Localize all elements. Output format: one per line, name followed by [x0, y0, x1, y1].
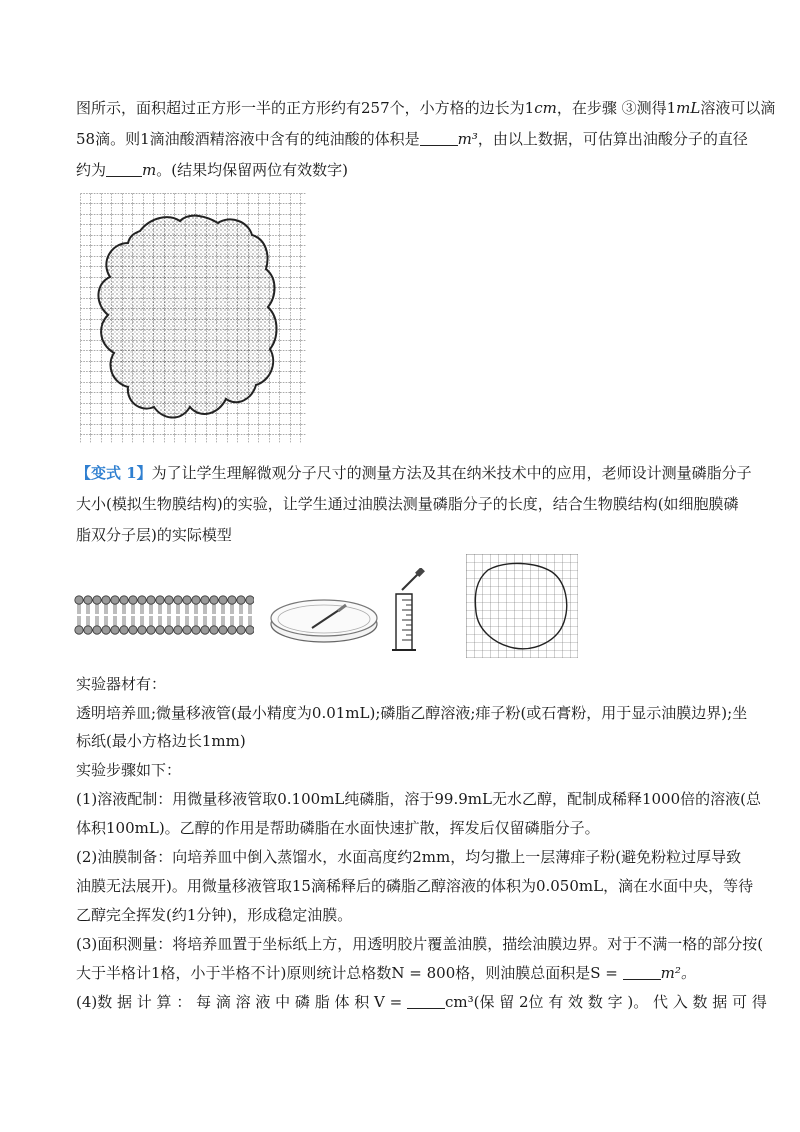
- step2-line2: [76, 876, 753, 896]
- petri-dish-figure: [268, 588, 380, 646]
- paragraph1-line1: [76, 98, 775, 118]
- unit-m: m: [142, 161, 157, 179]
- answer-blank-area[interactable]: [623, 965, 661, 980]
- text: ，在步骤 ③测得1: [556, 99, 677, 117]
- text: cm³(保 留 2位 有 效 数 字 )。 代 入 数 据 可 得: [444, 993, 767, 1011]
- step2-line1: [76, 847, 741, 867]
- text: (1)溶液配制：用微量移液管取0.100mL纯磷脂，溶于99.9mL无水乙醇，配制成稀释1000倍的溶液(总: [76, 790, 761, 808]
- text: 乙醇完全挥发(约1分钟)，形成稳定油膜。: [76, 906, 353, 924]
- text: 。(结果均保留两位有效数字): [156, 161, 348, 179]
- text: 图所示，面积超过正方形一半的正方形约有257个，小方格的边长为1: [76, 99, 535, 117]
- pipette-cylinder-figure: [388, 568, 434, 658]
- step2-line3: [76, 905, 352, 925]
- materials-line1: [76, 703, 747, 723]
- paragraph1-line3: [76, 160, 348, 180]
- text: 约为: [76, 161, 107, 179]
- text: 58滴。则1滴油酸酒精溶液中含有的纯油酸的体积是: [76, 130, 420, 148]
- materials-line2: [76, 731, 246, 751]
- film-outline-grid-figure: [466, 554, 578, 658]
- step3-line1: [76, 934, 763, 954]
- unit-m2: m²。: [660, 964, 696, 982]
- unit-cm: cm: [534, 99, 557, 117]
- text: 大小(模拟生物膜结构)的实验，让学生通过油膜法测量磷脂分子的长度，结合生物膜结构(如细胞膜磷: [76, 495, 739, 513]
- text: 透明培养皿;微量移液管(最小精度为0.01mL);磷脂乙醇溶液;痱子粉(或石膏粉，用于显示油膜边界);坐: [76, 704, 748, 722]
- variant-line1: [76, 463, 752, 483]
- text: (2)油膜制备：向培养皿中倒入蒸馏水，水面高度约2mm，均匀撒上一层薄痱子粉(避免粉粒过厚导致: [76, 848, 742, 866]
- answer-blank-diameter[interactable]: [106, 162, 142, 177]
- step1-line1: [76, 789, 761, 809]
- phospholipid-bilayer-figure: [74, 594, 254, 636]
- unit-ml: mL: [676, 99, 701, 117]
- text: 标纸(最小方格边长1mm): [76, 732, 246, 750]
- text: 油膜无法展开)。用微量移液管取15滴稀释后的磷脂乙醇溶液的体积为0.050mL，滴在水面中央，等待: [76, 877, 754, 895]
- variant-tag: 【变式 1】: [76, 464, 152, 482]
- text: 溶液可以滴: [700, 99, 776, 117]
- text: 实验器材有：: [76, 675, 167, 693]
- unit-m3: m³: [457, 130, 478, 148]
- variant-line3: [76, 525, 232, 545]
- text: 脂双分子层)的实际模型: [76, 526, 232, 544]
- text: 大于半格计1格，小于半格不计)原则统计总格数N = 800格，则油膜总面积是S =: [76, 964, 623, 982]
- text: (3)面积测量：将培养皿置于坐标纸上方，用透明胶片覆盖油膜，描绘油膜边界。对于不满一格的部分按(: [76, 935, 764, 953]
- materials-heading: [76, 674, 166, 694]
- answer-blank-lipid-volume[interactable]: [407, 994, 445, 1009]
- steps-heading: [76, 760, 181, 780]
- step3-line2: [76, 963, 696, 983]
- answer-blank-volume[interactable]: [420, 131, 458, 146]
- step4-line1: [76, 992, 767, 1012]
- text: 为了让学生理解微观分子尺寸的测量方法及其在纳米技术中的应用，老师设计测量磷脂分子: [151, 464, 752, 482]
- text: (4)数 据 计 算 ： 每 滴 溶 液 中 磷 脂 体 积 V =: [76, 993, 407, 1011]
- oil-film-grid-figure: [80, 193, 306, 443]
- paragraph1-line2: [76, 129, 748, 149]
- step1-line2: [76, 818, 600, 838]
- text: ，由以上数据，可估算出油酸分子的直径: [477, 130, 748, 148]
- text: 实验步骤如下：: [76, 761, 182, 779]
- text: 体积100mL)。乙醇的作用是帮助磷脂在水面快速扩散，挥发后仅留磷脂分子。: [76, 819, 600, 837]
- variant-line2: [76, 494, 739, 514]
